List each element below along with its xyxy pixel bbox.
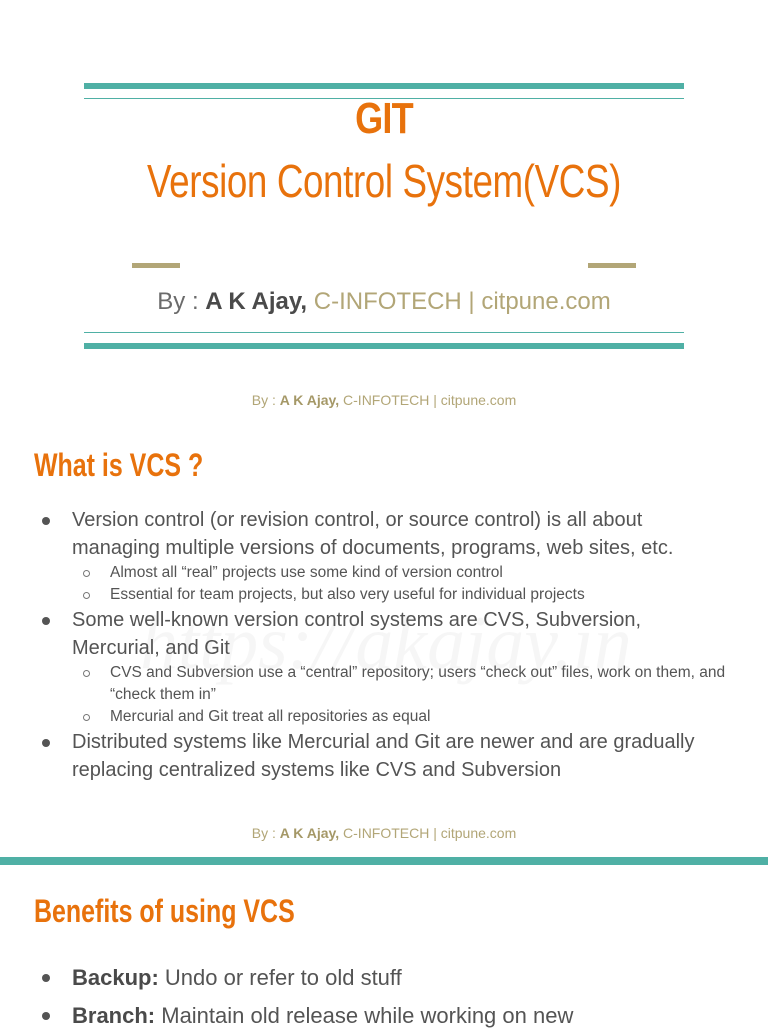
benefit-label: Branch: [72, 1003, 156, 1028]
bottom-border-thin [84, 332, 684, 333]
list-item: Branch: Maintain old release while working on new [40, 997, 730, 1035]
slide2-footer-byline: By : A K Ajay, C-INFOTECH | citpune.com [251, 825, 517, 841]
list-subitem: Mercurial and Git treat all repositories as equal [40, 706, 730, 728]
top-border-thick [84, 83, 684, 89]
list-item: Backup: Undo or refer to old stuff [40, 959, 730, 997]
vcs-bullet-list [40, 506, 730, 784]
what-is-vcs-heading: What is VCS ? [34, 447, 204, 483]
list-item: Some well-known version control systems are CVS, Subversion, Mercurial, and Git [40, 606, 730, 662]
slide-title: GIT [355, 94, 413, 143]
list-subitem: Almost all “real” projects use some kind of version control [40, 562, 730, 584]
title-byline [0, 288, 768, 316]
benefits-heading: Benefits of using VCS [34, 893, 295, 929]
byline-prefix: By : [157, 288, 206, 315]
left-accent-dash [132, 263, 180, 268]
byline-author: A K Ajay, [205, 288, 308, 315]
benefit-label: Backup: [72, 965, 159, 990]
slide-subtitle: Version Control System(VCS) [147, 155, 621, 207]
right-accent-dash [588, 263, 636, 268]
slide-divider [0, 857, 768, 865]
byline-org: C-INFOTECH | citpune.com [307, 288, 611, 315]
bottom-border-thick [84, 343, 684, 349]
list-subitem: CVS and Subversion use a “central” repository; users “check out” files, work on them, and “check them in” [40, 662, 730, 706]
slide1-footer-byline: By : A K Ajay, C-INFOTECH | citpune.com [251, 392, 517, 408]
list-subitem: Essential for team projects, but also very useful for individual projects [40, 584, 730, 606]
list-item: Distributed systems like Mercurial and Git are newer and are gradually replacing centralized systems like CVS and Subversion [40, 728, 730, 784]
list-item: Version control (or revision control, or source control) is all about managing multiple versions of documents, programs, web sites, etc. [40, 506, 730, 562]
